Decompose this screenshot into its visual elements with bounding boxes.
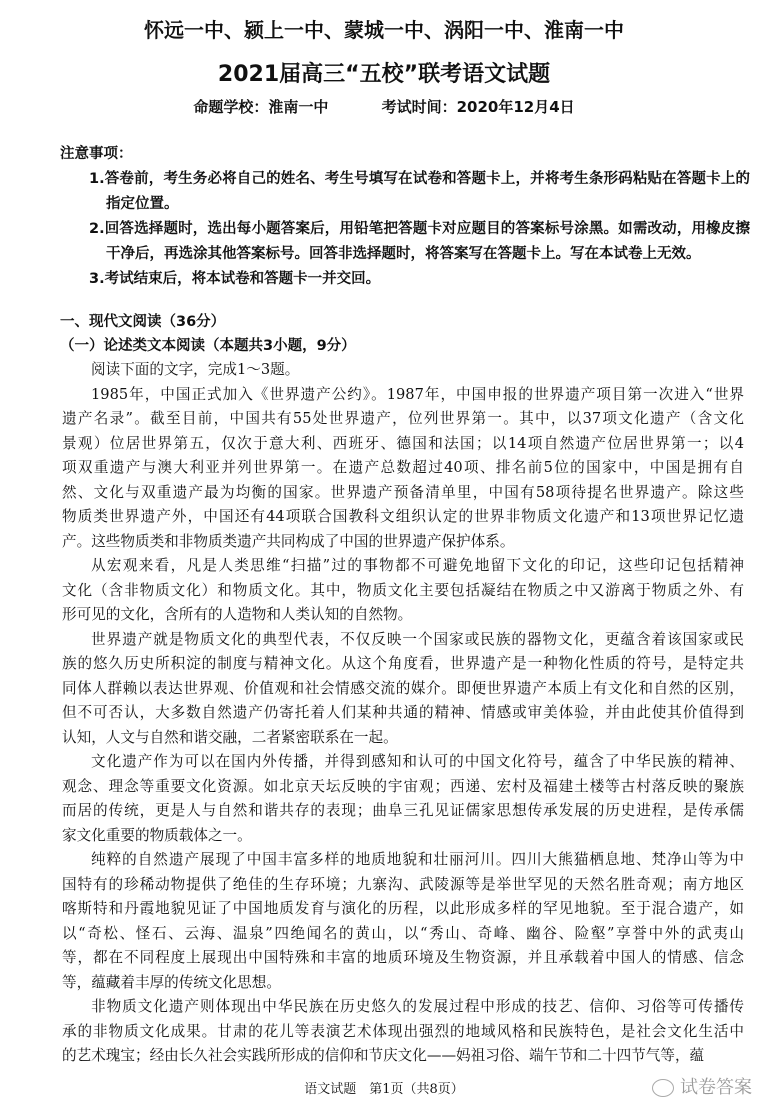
text-line: 非物质文化遗产则体现出中华民族在历史悠久的发展过程中形成的技艺、信仰、习俗等可传播传 bbox=[91, 998, 744, 1015]
text-line: 但不可否认，大多数自然遗产仍寄托着人们某种共通的精神、情感或审美体验，并由此使其价值得到 bbox=[62, 704, 744, 721]
note-item: 2.回答选择题时，选出每小题答案后，用铅笔把答题卡对应题目的答案标号涂黑。如需改动，用橡皮擦干净后，再选涂其他答案标号。回答非选择题时，将答案写在答题卡上。写在本试卷上无效。 bbox=[89, 221, 750, 262]
text-line: 以“奇松、怪石、云海、温泉”四绝闻名的黄山，以“秀山、奇峰、幽谷、险壑”享誉中外的武夷山 bbox=[62, 924, 744, 942]
text-line: 文化（含非物质文化）和物质文化。其中，物质文化主要包括凝结在物质之中又游离于物质之外、有 bbox=[62, 581, 744, 599]
subsection-title: （一）论述类文本阅读（本题共3小题，9分） bbox=[60, 338, 356, 354]
text-line: 产。这些物质类和非物质类遗产共同构成了中国的世界遗产保护体系。 bbox=[62, 532, 515, 550]
text-line: 阅读下面的文字，完成1～3题。 bbox=[91, 361, 300, 378]
chat-bubble-icon bbox=[652, 1079, 674, 1097]
text-line: 景观）位居世界第五，仅次于意大利、西班牙、德国和法国；以14项自然遗产位居世界第一；以4 bbox=[62, 434, 744, 452]
note-item: 1.答卷前，考生务必将自己的姓名、考生号填写在试卷和答题卡上，并将考生条形码粘贴在答题卡上的指定位置。 bbox=[89, 171, 750, 212]
text-line: 承的非物质文化成果。甘肃的花儿等表演艺术体现出强烈的地域风格和民族特色，是社会文化生活中 bbox=[62, 1022, 744, 1040]
text-line: 纯粹的自然遗产展现了中国丰富多样的地质地貌和壮丽河川。四川大熊猫栖息地、梵净山等为中 bbox=[91, 851, 744, 868]
text-line: 物质类世界遗产外，中国还有44项联合国教科文组织认定的世界非物质文化遗产和13项世界记忆遗 bbox=[62, 508, 744, 525]
page-footer: 语文试题 第1页（共8页） bbox=[304, 1081, 464, 1097]
note-item: 3.考试结束后，将本试卷和答题卡一并交回。 bbox=[89, 271, 381, 287]
text-line: 观念、理念等重要文化资源。如北京天坛反映的宇宙观；西递、宏村及福建土楼等古村落反映的聚族 bbox=[62, 777, 744, 795]
text-line: 认知，人文与自然和谐交融，二者紧密联系在一起。 bbox=[62, 728, 398, 746]
text-line: 世界遗产就是物质文化的典型代表，不仅反映一个国家或民族的器物文化，更蕴含着该国家或民 bbox=[91, 630, 744, 648]
setter-school: 命题学校：淮南一中 bbox=[193, 98, 329, 116]
paragraph bbox=[62, 358, 744, 383]
watermark bbox=[652, 1077, 752, 1099]
text-line: 文化遗产作为可以在国内外传播，并得到感知和认可的中国文化符号，蕴含了中华民族的精神、 bbox=[91, 753, 744, 770]
text-line: 等，都在不同程度上展现出中国特殊和丰富的地质环境及生物资源，并且承载着中国人的情感、信念 bbox=[62, 949, 744, 966]
exam-info bbox=[0, 96, 768, 118]
notes-block bbox=[60, 142, 750, 292]
text-line: 从宏观来看，凡是人类思维“扫描”过的事物都不可避免地留下文化的印记，这些印记包括精神 bbox=[91, 557, 744, 574]
text-line: 族的悠久历史所积淀的制度与精神文化。从这个角度看，世界遗产是一种物化性质的符号，是特定共 bbox=[62, 655, 744, 672]
notes-title: 注意事项： bbox=[60, 146, 133, 162]
reading-passage bbox=[62, 358, 744, 1069]
exam-title: 2021届高三“五校”联考语文试题 bbox=[217, 62, 551, 87]
paragraph bbox=[62, 554, 744, 628]
text-line: 等，蕴藏着丰厚的传统文化思想。 bbox=[62, 973, 281, 991]
section-title: 一、现代文阅读（36分） bbox=[60, 314, 226, 330]
watermark-text: 试卷答案 bbox=[680, 1076, 752, 1098]
paragraph bbox=[62, 848, 744, 995]
text-line: 的艺术瑰宝；经由长久社会实践所形成的信仰和节庆文化——妈祖习俗、端午节和二十四节气等，蕴 bbox=[62, 1047, 705, 1064]
text-line: 家文化重要的物质载体之一。 bbox=[62, 826, 252, 844]
text-line: 形可见的文化，含所有的人造物和人类认知的自然物。 bbox=[62, 606, 413, 623]
paragraph bbox=[62, 628, 744, 751]
text-line: 1985年，中国正式加入《世界遗产公约》。1987年，中国申报的世界遗产项目第一次进入“世界 bbox=[91, 385, 744, 403]
exam-time: 考试时间：2020年12月4日 bbox=[381, 98, 575, 116]
text-line: 而居的传统，更是人与自然和谐共存的表现；曲阜三孔见证儒家思想传承发展的历史进程，是传承儒 bbox=[62, 802, 744, 819]
text-line: 项双重遗产与澳大利亚并列世界第一。在遗产总数超过40项、排名前5位的国家中，中国是拥有自 bbox=[62, 459, 744, 476]
paragraph bbox=[62, 383, 744, 555]
text-line: 同体人群赖以表达世界观、价值观和社会情感交流的媒介。即便世界遗产本质上有文化和自然的区别， bbox=[62, 679, 744, 697]
paragraph bbox=[62, 995, 744, 1069]
paragraph bbox=[62, 750, 744, 848]
text-line: 国特有的珍稀动物提供了绝佳的生存环境；九寨沟、武陵源等是举世罕见的天然名胜奇观；南方地区 bbox=[62, 875, 744, 893]
text-line: 然、文化与双重遗产最为均衡的国家。世界遗产预备清单里，中国有58项待提名世界遗产。除这些 bbox=[62, 483, 744, 501]
text-line: 遗产名录”。截至目前，中国共有55处世界遗产，位列世界第一。其中，以37项文化遗产（含文化 bbox=[62, 410, 744, 427]
footer-row bbox=[0, 1073, 768, 1107]
text-line: 喀斯特和丹霞地貌见证了中国地质发育与演化的历程，以此形成多样的罕见地貌。至于混合遗产，如 bbox=[62, 900, 744, 917]
schools-heading: 怀远一中、颍上一中、蒙城一中、涡阳一中、淮南一中 bbox=[144, 18, 624, 42]
